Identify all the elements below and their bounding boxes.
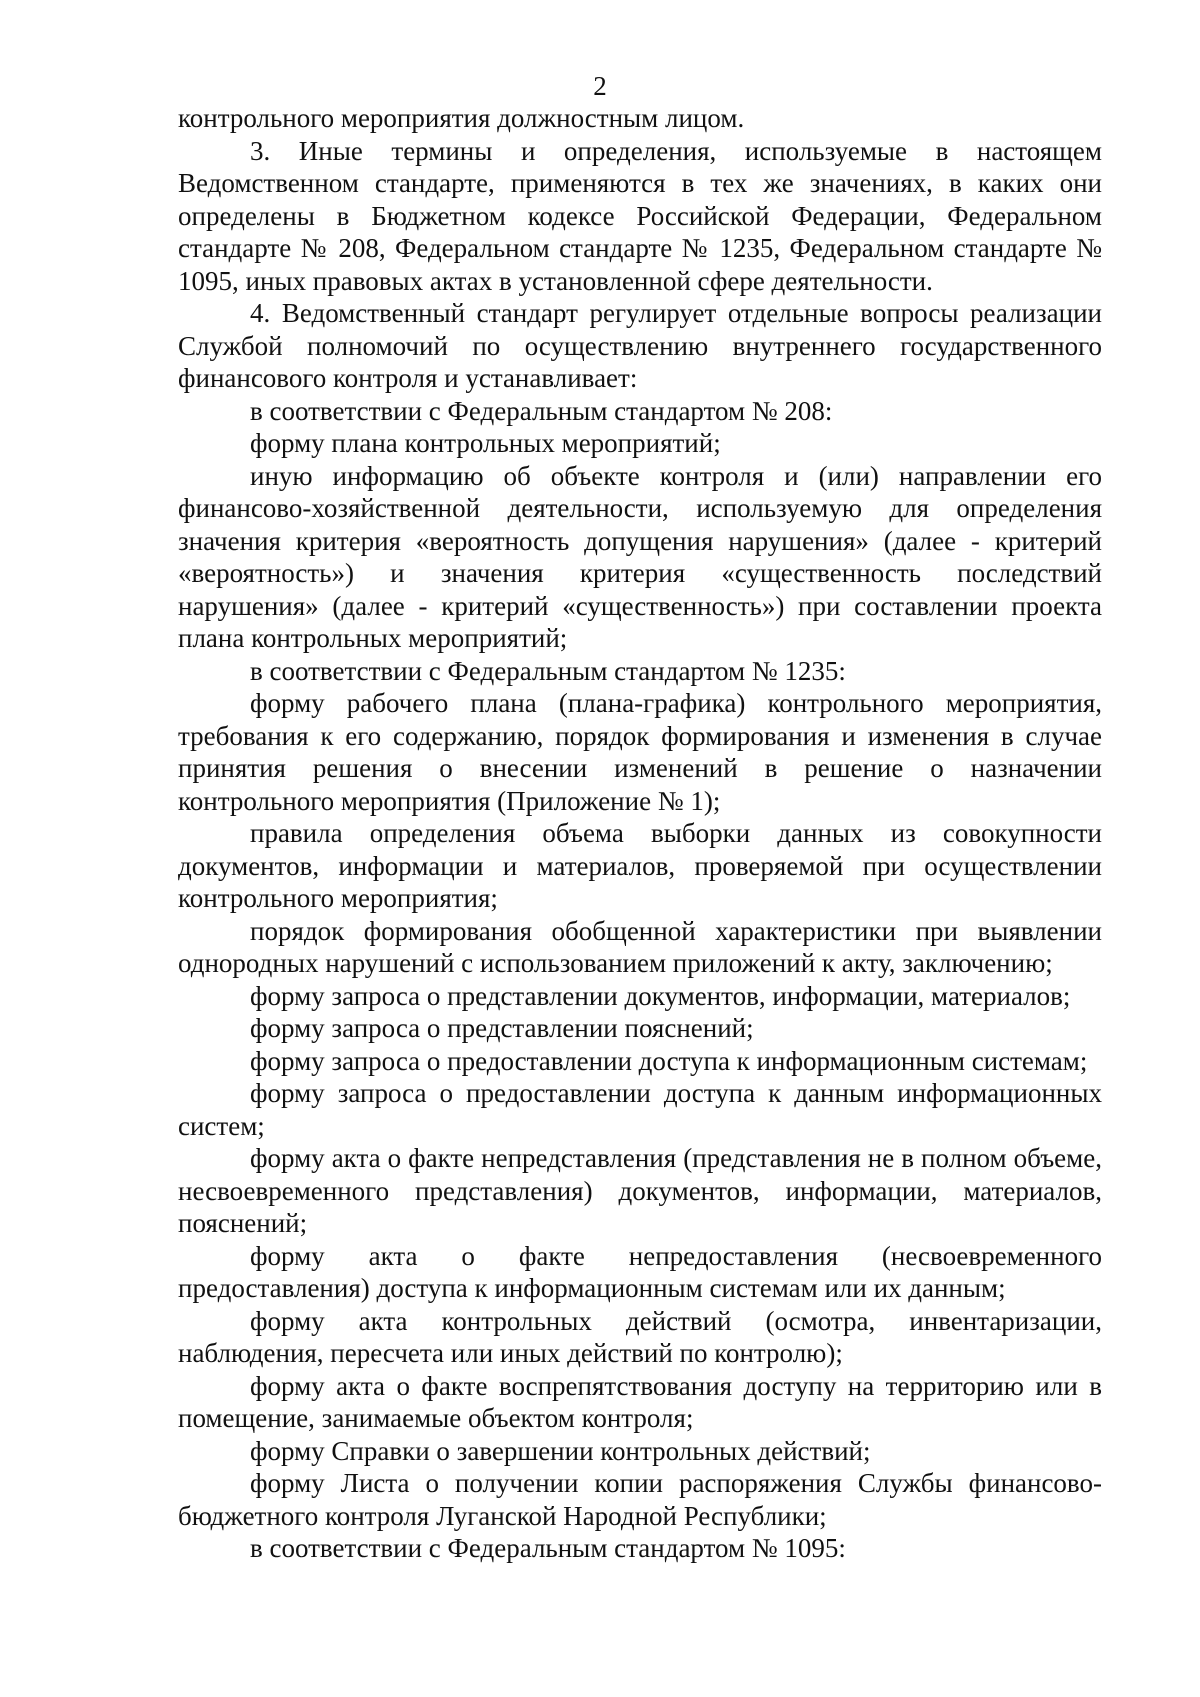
list-item: форму плана контрольных мероприятий;: [250, 428, 721, 458]
list-item: форму акта контрольных действий (осмотра, инвентаризации, наблюдения, пересчета или иных действий по контролю);: [178, 1305, 1102, 1368]
paragraph-clause-3: 3. Иные термины и определения, используемые в настоящем Ведомственном стандарте, применяются в тех же значениях, в каких они определены в Бюджетном кодексе Российской Федерации, Федеральном стандарте № 208, Федеральном стандарте № 1235, Федеральном стандарте № 1095, иных правовых актах в установленной сфере деятельности.: [178, 135, 1102, 296]
list-item: форму запроса о предоставлении доступа к данным информационных систем;: [178, 1078, 1102, 1141]
list-item: форму акта о факте воспрепятствования доступу на территорию или в помещение, занимаемые объектом контроля;: [178, 1370, 1102, 1433]
list-item: форму запроса о предоставлении доступа к информационным системам;: [250, 1045, 1088, 1076]
list-item: форму запроса о представлении пояснений;: [250, 1013, 754, 1043]
paragraph-clause-4: 4. Ведомственный стандарт регулирует отдельные вопросы реализации Службой полномочий по осуществлению внутреннего государственного финансового контроля и устанавливает:: [178, 298, 1102, 393]
paragraph-standard-208-heading: в соответствии с Федеральным стандартом № 208:: [250, 395, 833, 426]
list-item: форму акта о факте непредставления (представления не в полном объеме, несвоевременного представления) документов, информации, материалов, пояснений;: [178, 1143, 1102, 1238]
list-item: форму рабочего плана (плана-графика) контрольного мероприятия, требования к его содержанию, порядок формирования и изменения в случае принятия решения о внесении изменений в решение о назначении контрольного мероприятия (Приложение № 1);: [178, 688, 1102, 816]
list-item: форму запроса о представлении документов, информации, материалов;: [250, 980, 1071, 1011]
list-item: форму акта о факте непредоставления (несвоевременного предоставления) доступа к информационным системам или их данным;: [178, 1240, 1102, 1303]
document-body: [178, 0, 1102, 1565]
paragraph-standard-1235-heading: в соответствии с Федеральным стандартом № 1235:: [250, 655, 846, 686]
list-item: иную информацию об объекте контроля и (или) направлении его финансово-хозяйственной деятельности, используемую для определения значения критерия «вероятность допущения нарушения» (далее - критерий «вероятность») и значения критерия «существенность последствий нарушения» (далее - критерий «существенность») при составлении проекта плана контрольных мероприятий;: [178, 460, 1102, 653]
list-item: порядок формирования обобщенной характеристики при выявлении однородных нарушений с использованием приложений к акту, заключению;: [178, 915, 1102, 978]
list-item: форму Листа о получении копии распоряжения Службы финансово-бюджетного контроля Луганской Народной Республики;: [178, 1468, 1102, 1531]
paragraph-continuation: контрольного мероприятия должностным лицом.: [178, 103, 745, 133]
page-number: 2: [593, 71, 607, 101]
list-item: форму Справки о завершении контрольных действий;: [250, 1435, 871, 1466]
list-item: правила определения объема выборки данных из совокупности документов, информации и материалов, проверяемой при осуществлении контрольного мероприятия;: [178, 818, 1102, 913]
paragraph-standard-1095-heading: в соответствии с Федеральным стандартом № 1095:: [250, 1533, 846, 1563]
